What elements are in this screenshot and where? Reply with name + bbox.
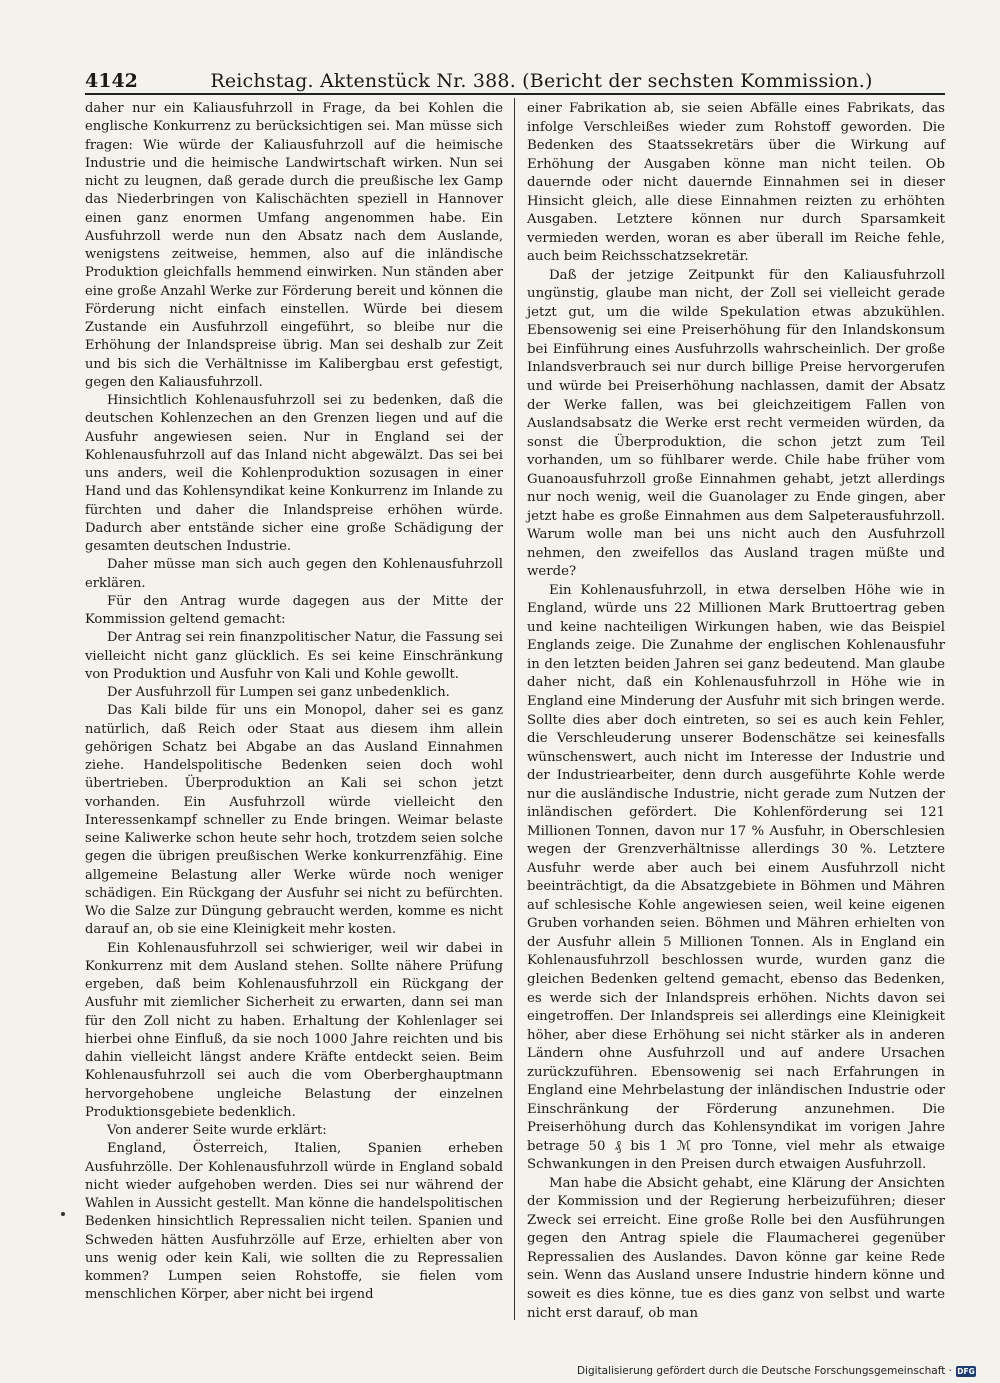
paragraph: Der Antrag sei rein finanzpolitischer Natur, die Fassung sei vielleicht nicht ganz glücklich. Es sei keine Einschränkung von Produktion und Ausfuhr von Kali und Kohle gewollt.: [85, 630, 503, 682]
paragraph: Von anderer Seite wurde erklärt:: [107, 1123, 327, 1138]
left-column: [85, 100, 503, 1305]
footer: [577, 1363, 976, 1379]
paragraph: Man habe die Absicht gehabt, eine Klärung der Ansichten der Kommission und der Regierung herbeizuführen; dieser Zweck sei erreicht. Eine große Rolle bei den Ausführungen gegen den Antrag spiele die Flaumacherei gegenüber Repressalien des Auslandes. Davon könne gar keine Rede sein. Wenn das Ausland unsere Industrie hindern könne und soweit es dies könne, tue es dies ganz von selbst und warte nicht erst darauf, ob man: [527, 1175, 945, 1321]
paragraph: Hinsichtlich Kohlenausfuhrzoll sei zu bedenken, daß die deutschen Kohlenzechen an den Grenzen liegen und auf die Ausfuhr angewiesen seien. Nur in England sei der Kohlenausfuhrzoll auf das Inland nicht abgewälzt. Das sei bei uns anders, weil die Kohlenproduktion sozusagen in einer Hand und das Kohlensyndikat keine Konkurrenz im Inlande zu fürchten und daher die Inlandspreise erhöhen würde. Dadurch aber entstände sicher eine große Schädigung der gesamten deutschen Industrie.: [85, 393, 503, 554]
paragraph: Ein Kohlenausfuhrzoll, in etwa derselben Höhe wie in England, würde uns 22 Millionen Mark Bruttoertrag geben und keine nachteiligen Wirkungen haben, wie das Beispiel Englands zeige. Die Zunahme der englischen Kohlenausfuhr in den letzten beiden Jahren sei ganz bedeutend. Man glaube daher nicht, daß ein Kohlenausfuhrzoll in Höhe wie in England eine Minderung der Ausfuhr mit sich bringen werde. Sollte dies aber doch eintreten, so sei es auch kein Fehler, die Verschleuderung unserer Bodenschätze sei keinesfalls wünschenswert, auch nicht im Interesse der Industrie und der Industriearbeiter, denn durch ausgeführte Kohle werde nur die ausländische Industrie, nicht gerade zum Nutzen der inländischen gefördert. Die Kohlenförderung sei 121 Millionen Tonnen, davon nur 17 % Ausfuhr, in Oberschlesien wegen der Grenzverhältnisse allerdings 30 %. Letztere Ausfuhr werde aber auch bei einem Ausfuhrzoll nicht beeinträchtigt, da die Absatzgebiete in Böhmen und Mähren auf schlesische Kohle angewiesen seien, weil keine eigenen Gruben vorhanden seien. Böhmen und Mähren erhielten von der Ausfuhr allein 5 Millionen Tonnen. Als in England ein Kohlenausfuhrzoll beschlossen wurde, wurden ganz die gleichen Bedenken geltend gemacht, ebenso das Bedenken, es werde sich der Inlandspreis erhöhen. Nichts davon sei eingetroffen. Der Inlandspreis sei allerdings eine Kleinigkeit höher, aber diese Erhöhung sei nicht stärker als in anderen Ländern ohne Ausfuhrzoll und auf andere Ursachen zurückzuführen. Ebensowenig sei nach Erfahrungen in England eine Mehrbelastung der inländischen Industrie oder Einschränkung der Förderung anzunehmen. Die Preiserhöhung durch das Kohlensyndikat im vorigen Jahre betrage 50 ₰ bis 1 ℳ pro Tonne, viel mehr als etwaige Schwankungen in den Preisen durch etwaigen Ausfuhrzoll.: [527, 582, 945, 1173]
paragraph: Daher müsse man sich auch gegen den Kohlenausfuhrzoll erklären.: [85, 557, 503, 591]
running-title: Reichstag. Aktenstück Nr. 388. (Bericht der sechsten Kommission.): [210, 70, 873, 92]
paragraph: Für den Antrag wurde dagegen aus der Mitte der Kommission geltend gemacht:: [85, 593, 503, 627]
paragraph: Der Ausfuhrzoll für Lumpen sei ganz unbedenklich.: [107, 685, 450, 700]
right-column: [527, 100, 945, 1323]
paragraph: einer Fabrikation ab, sie seien Abfälle eines Fabrikats, das infolge Verschleißes wieder zum Rohstoff geworden. Die Bedenken des Staatssekretärs über die Wirkung auf Erhöhung der Ausgaben könne man nicht teilen. Ob dauernde oder nicht dauernde Einnahmen sei in dieser Hinsicht gleich, alle diese Einnahmen reizten zu erhöhten Ausgaben. Letztere können nur durch Sparsamkeit vermieden werden, woran es aber überall im Reiche fehle, auch beim Reichsschatzsekretär.: [527, 101, 945, 265]
page-number: 4142: [85, 70, 138, 92]
paragraph: daher nur ein Kaliausfuhrzoll in Frage, da bei Kohlen die englische Konkurrenz zu berücksichtigen sei. Man müsse sich fragen: Wie würde der Kaliausfuhrzoll auf die heimische Industrie und die heimische Landwirtschaft wirken. Nun sei nicht zu leugnen, daß gerade durch die preußische lex Gamp das Niederbringen von Kalischächten speziell in Hannover einen ganz enormen Umfang angenommen habe. Ein Ausfuhrzoll werde nun den Absatz nach dem Auslande, wenigstens zeitweise, hemmen, also auf die inländische Produktion gleichfalls hemmend einwirken. Nun ständen aber eine große Anzahl Werke zur Förderung bereit und können die Förderung nicht einfach einstellen. Würde bei diesem Zustande ein Ausfuhrzoll eingeführt, so bleibe nur die Erhöhung der Inlandspreise übrig. Man sei deshalb zur Zeit und bis sich die Verhältnisse im Kalibergbau erst gefestigt, gegen den Kaliausfuhrzoll.: [85, 101, 503, 390]
page-header: [85, 58, 945, 92]
paragraph: Das Kali bilde für uns ein Monopol, daher sei es ganz natürlich, daß Reich oder Staat aus diesem ihm allein gehörigen Schatz bei Abgabe an das Ausland Einnahmen ziehe. Handelspolitische Bedenken seien doch wohl übertrieben. Überproduktion an Kali sei schon jetzt vorhanden. Ein Ausfuhrzoll würde vielleicht den Interessenkampf schneller zu Ende bringen. Weimar belaste seine Kaliwerke schon heute sehr hoch, trotzdem seien solche gegen die übrigen preußischen Werke konkurrenzfähig. Eine allgemeine Belastung aller Werke würde noch weniger schädigen. Ein Rückgang der Ausfuhr sei nicht zu befürchten. Wo die Salze zur Düngung gebraucht werden, komme es nicht darauf an, ob sie eine Kleinigkeit mehr kosten.: [85, 703, 503, 938]
paragraph: Ein Kohlenausfuhrzoll sei schwieriger, weil wir dabei in Konkurrenz mit dem Ausland stehen. Sollte nähere Prüfung ergeben, daß beim Kohlenausfuhrzoll ein Rückgang der Ausfuhr mit ziemlicher Sicherheit zu erwarten, dann sei man für den Zoll nicht zu haben. Erhaltung der Kohlenlager sei hierbei ohne Einfluß, da sie noch 1000 Jahre reichten und bis dahin vielleicht längst andere Kräfte entdeckt seien. Beim Kohlenausfuhrzoll sei auch die vom Oberberghauptmann hervorgehobene ungleiche Belastung der einzelnen Produktionsgebiete bedenklich.: [85, 940, 503, 1120]
column-divider: [514, 98, 515, 1320]
header-rule: [85, 93, 945, 95]
margin-mark: [61, 1212, 65, 1216]
dfg-logo-icon: DFG: [957, 1366, 975, 1376]
paragraph: Daß der jetzige Zeitpunkt für den Kaliausfuhrzoll ungünstig, glaube man nicht, der Zoll sei vielleicht gerade jetzt gut, um die wilde Spekulation etwas abzukühlen. Ebensowenig sei eine Preiserhöhung für den Inlandskonsum bei Einführung eines Ausfuhrzolls wahrscheinlich. Der große Inlandsverbrauch sei nur durch billige Preise hervorgerufen und würde bei Preiserhöhung nachlassen, damit der Absatz der Werke fallen, was bei gleichzeitigem Fallen von Auslandsabsatz die Werke erst recht vermeiden würden, da sonst die Überproduktion, die schon jetzt zum Teil vorhanden, um so fühlbarer werde. Chile habe früher vom Guanoausfuhrzoll große Einnahmen gehabt, jetzt allerdings nur noch wenig, weil die Guanolager zu Ende gingen, aber jetzt habe es große Einnahmen aus dem Salpeterausfuhrzoll. Warum wolle man bei uns nicht auch den Ausfuhrzoll nehmen, den zweifellos das Ausland tragen müßte und werde?: [527, 267, 945, 580]
funding-credit: Digitalisierung gefördert durch die Deutsche Forschungsgemeinschaft ·: [576, 1365, 952, 1377]
paragraph: England, Österreich, Italien, Spanien erheben Ausfuhrzölle. Der Kohlenausfuhrzoll würde in England sobald nicht wieder aufgehoben werden. Dies sei nur während der Wahlen in Aussicht gestellt. Man könne die handelspolitischen Bedenken hinsichtlich Repressalien nicht teilen. Spanien und Schweden hätten Ausfuhrzölle auf Erze, erhielten aber von uns wenig oder kein Kali, wie sollten die zu Repressalien kommen? Lumpen seien Rohstoffe, sie fielen vom menschlichen Körper, aber nicht bei irgend: [85, 1141, 503, 1303]
